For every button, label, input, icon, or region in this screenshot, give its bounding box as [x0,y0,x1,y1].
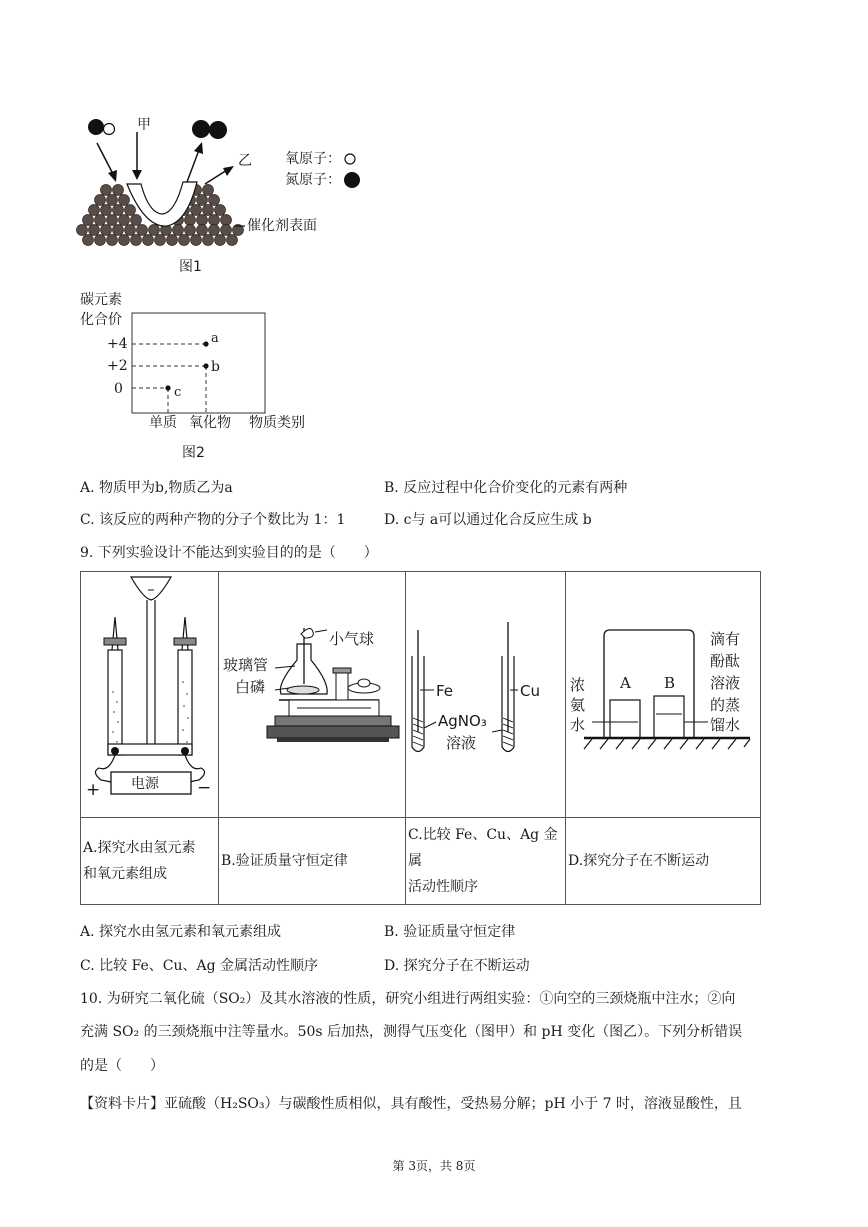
fig2-ylabel-2: 化合价 [80,312,122,328]
point-label-b: b [211,359,220,375]
ytick-plus4: +4 [107,336,128,352]
negative-terminal: − [197,778,212,798]
caption-c-line2: 活动性顺序 [408,879,478,895]
fig2-ylabel-1: 碳元素 [80,292,122,308]
caption-a-line2: 和氧元素组成 [83,866,167,882]
white-phosphorus-label: 白磷 [235,678,266,696]
xcat-element: 单质 [149,415,177,431]
figure-2-caption: 图2 [182,445,205,461]
point-a [203,341,208,346]
label-yi: 乙 [238,153,252,169]
phenolphthalein-label-3: 溶液 [710,674,741,692]
caption-b: B.验证质量守恒定律 [221,853,348,869]
caption-d: D.探究分子在不断运动 [568,853,710,869]
ytick-zero: 0 [114,381,123,397]
solution-label: 溶液 [446,734,477,752]
caption-c-line1: C.比较 Fe、Cu、Ag 金属 [408,827,558,869]
diagram-cell-d [566,572,761,818]
o-atom [104,124,115,135]
q10-resource-card: 【资料卡片】亚硫酸（H₂SO₃）与碳酸性质相似，具有酸性，受热易分解；pH 小于 7 时，溶液显酸性，且 [80,1096,742,1112]
diagram-cell-a [81,572,219,818]
ammonia-label-3: 水 [570,716,586,734]
phenolphthalein-label-4: 的蒸 [710,696,741,714]
diagram-cell-b [219,572,406,818]
point-label-a: a [211,331,219,346]
caption-cell-c [406,818,566,905]
q10-line-1: 10. 为研究二氧化硫（SO₂）及其水溶液的性质，研究小组进行两组实验：①向空的三颈烧瓶中注水；②向 [80,991,736,1007]
plot-frame [132,313,265,413]
caption-cell-b [219,818,406,905]
positive-terminal: + [86,780,101,800]
q8-option-a: A. 物质甲为b,物质乙为a [80,480,233,496]
diagram-cell-c [406,572,566,818]
copper-label: Cu [520,682,540,700]
fig2-xlabel: 物质类别 [249,415,305,431]
point-label-c: c [174,385,182,400]
caption-cell-d [566,818,761,905]
xcat-oxide: 氧化物 [189,415,231,431]
ammonia-label-2: 氨 [570,696,586,714]
caption-a-line1: A.探究水由氢元素 [83,840,196,856]
figure-1 [75,110,375,280]
balloon-label: 小气球 [329,630,375,648]
phenolphthalein-label-5: 馏水 [710,716,741,734]
ytick-plus2: +2 [107,358,128,374]
figure-1-caption: 图1 [179,259,202,275]
power-source-label: 电源 [131,776,159,792]
phenolphthalein-label-2: 酚酞 [710,652,741,670]
legend-nitrogen: 氮原子： [285,172,341,188]
q9-stem: 9. 下列实验设计不能达到实验目的的是（ ） [80,545,378,561]
ammonia-label-1: 浓 [570,676,586,694]
phenolphthalein-label-1: 滴有 [710,630,741,648]
page-footer: 第 3页，共 8页 [392,1159,476,1173]
point-c [165,385,170,390]
iron-label: Fe [436,682,454,700]
beaker-b-label: B [664,674,676,692]
legend-oxygen: 氧原子： [285,151,341,167]
figure-2 [78,290,328,465]
q9-option-a: A. 探究水由氢元素和氧元素组成 [80,924,282,940]
q8-option-c: C. 该反应的两种产物的分子个数比为 1：1 [80,512,346,528]
silver-nitrate-label: AgNO₃ [438,712,487,730]
q9-experiment-table [80,571,761,905]
q8-option-d: D. c与 a可以通过化合反应生成 b [384,512,592,528]
caption-cell-a [81,818,219,905]
q9-option-c: C. 比较 Fe、Cu、Ag 金属活动性顺序 [80,958,319,974]
q8-option-b: B. 反应过程中化合价变化的元素有两种 [384,480,628,496]
n-atom [88,119,104,135]
q10-line-2: 充满 SO₂ 的三颈烧瓶中注等量水。50s 后加热，测得气压变化（图甲）和 pH 变化（图乙）。下列分析错误 [80,1024,743,1040]
beaker-a-label: A [620,674,631,692]
catalyst-surface-label: 催化剂表面 [247,218,317,234]
q9-option-b: B. 验证质量守恒定律 [384,924,516,940]
q9-option-d: D. 探究分子在不断运动 [384,958,530,974]
q10-line-3: 的是（ ） [80,1058,164,1074]
glass-tube-label: 玻璃管 [223,656,269,674]
label-jia: 甲 [137,117,151,133]
point-b [203,363,208,368]
